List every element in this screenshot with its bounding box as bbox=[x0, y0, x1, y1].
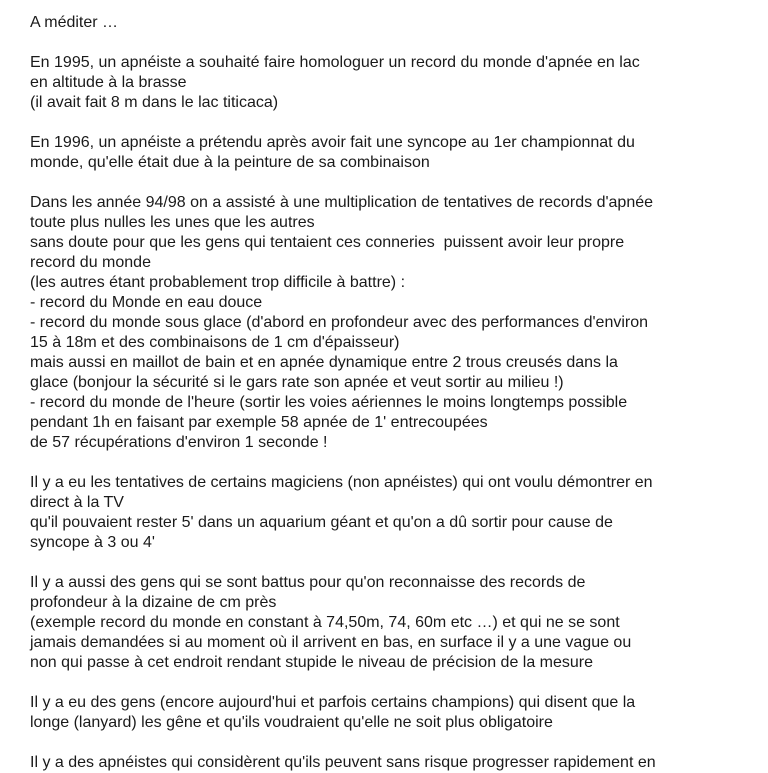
text-line: Il y a des apnéistes qui considèrent qu'ils peuvent sans risque progresser rapidement en bbox=[30, 754, 656, 771]
text-line: qu'il pouvaient rester 5' dans un aquarium géant et qu'on a dû sortir pour cause de bbox=[30, 514, 613, 531]
paragraph-6 bbox=[30, 693, 730, 733]
text-line: non qui passe à cet endroit rendant stupide le niveau de précision de la mesure bbox=[30, 654, 594, 671]
text-line: 15 à 18m et des combinaisons de 1 cm d'épaisseur) bbox=[30, 334, 400, 351]
text-line: longe (lanyard) les gêne et qu'ils voudraient qu'elle ne soit plus obligatoire bbox=[30, 714, 553, 731]
paragraph-5 bbox=[30, 573, 730, 673]
paragraph-spacer bbox=[30, 733, 730, 753]
list-item: - record du monde de l'heure (sortir les voies aériennes le moins longtemps possible bbox=[30, 394, 628, 411]
paragraph-spacer bbox=[30, 453, 730, 473]
text-line: En 1996, un apnéiste a prétendu après avoir fait une syncope au 1er championnat du bbox=[30, 134, 635, 151]
document-body bbox=[30, 13, 730, 773]
text-line: monde, qu'elle était due à la peinture de sa combinaison bbox=[30, 154, 430, 171]
paragraph-spacer bbox=[30, 33, 730, 53]
text-line: sans doute pour que les gens qui tentaient ces conneries puissent avoir leur propre bbox=[30, 234, 625, 251]
text-line: direct à la TV bbox=[30, 494, 124, 511]
text-line: Il y a eu des gens (encore aujourd'hui et parfois certains champions) qui disent que la bbox=[30, 694, 636, 711]
text-line: (les autres étant probablement trop difficile à battre) : bbox=[30, 274, 406, 291]
text-line: syncope à 3 ou 4' bbox=[30, 534, 155, 551]
text-line: Il y a eu les tentatives de certains magiciens (non apnéistes) qui ont voulu démontrer en bbox=[30, 474, 653, 491]
text-line: En 1995, un apnéiste a souhaité faire homologuer un record du monde d'apnée en lac bbox=[30, 54, 640, 71]
text-line: Il y a aussi des gens qui se sont battus pour qu'on reconnaisse des records de bbox=[30, 574, 586, 591]
paragraph-spacer bbox=[30, 673, 730, 693]
paragraph-7 bbox=[30, 753, 730, 773]
text-line: mais aussi en maillot de bain et en apnée dynamique entre 2 trous creusés dans la bbox=[30, 354, 618, 371]
text-line: jamais demandées si au moment où il arrivent en bas, en surface il y a une vague ou bbox=[30, 634, 632, 651]
text-line: glace (bonjour la sécurité si le gars rate son apnée et veut sortir au milieu !) bbox=[30, 374, 564, 391]
paragraph-3 bbox=[30, 193, 730, 453]
text-line: (exemple record du monde en constant à 74,50m, 74, 60m etc …) et qui ne se sont bbox=[30, 614, 620, 631]
list-item: - record du Monde en eau douce bbox=[30, 294, 263, 311]
paragraph-spacer bbox=[30, 173, 730, 193]
text-line: Dans les année 94/98 on a assisté à une multiplication de tentatives de records d'apnée bbox=[30, 194, 654, 211]
paragraph-2 bbox=[30, 133, 730, 173]
paragraph-spacer bbox=[30, 113, 730, 133]
list-item: - record du monde sous glace (d'abord en profondeur avec des performances d'environ bbox=[30, 314, 649, 331]
paragraph-4 bbox=[30, 473, 730, 553]
text-line: en altitude à la brasse bbox=[30, 74, 187, 91]
text-line: record du monde bbox=[30, 254, 151, 271]
text-line: pendant 1h en faisant par exemple 58 apnée de 1' entrecoupées bbox=[30, 414, 488, 431]
text-line: (il avait fait 8 m dans le lac titicaca) bbox=[30, 94, 279, 111]
text-line: de 57 récupérations d'environ 1 seconde ! bbox=[30, 434, 328, 451]
document-title: A méditer … bbox=[30, 14, 119, 31]
text-line: toute plus nulles les unes que les autres bbox=[30, 214, 315, 231]
paragraph-spacer bbox=[30, 553, 730, 573]
text-line: profondeur à la dizaine de cm près bbox=[30, 594, 277, 611]
paragraph-1 bbox=[30, 53, 730, 113]
